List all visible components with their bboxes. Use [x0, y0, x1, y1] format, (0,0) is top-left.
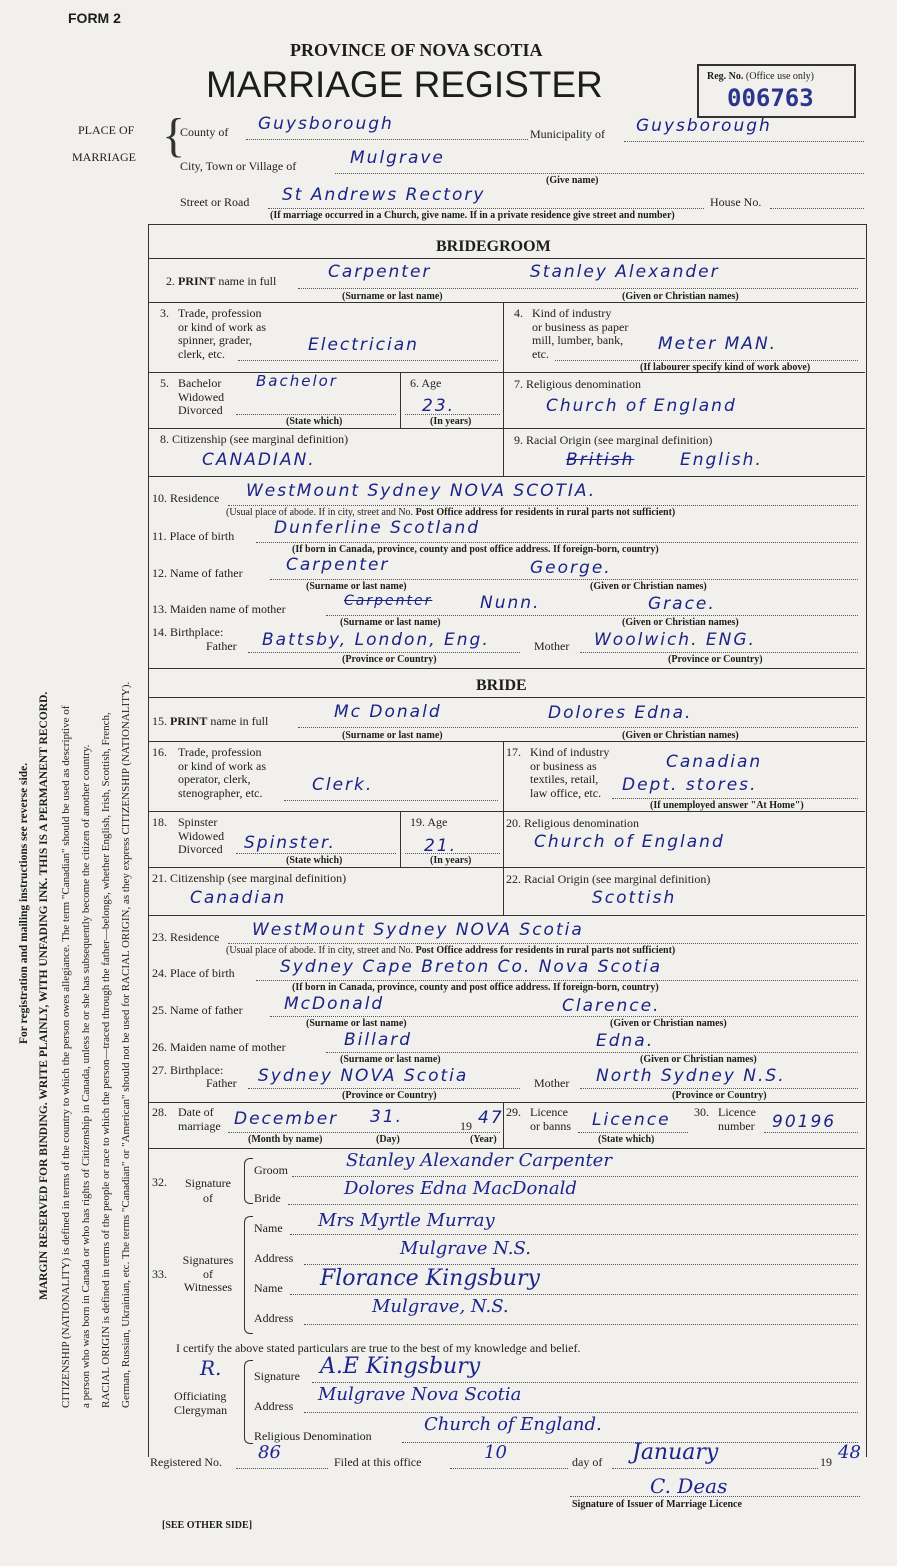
bride-name-label: name in full: [210, 714, 269, 728]
margin-instructions: For registration and mailing instructions see reverse side.: [18, 762, 30, 1044]
bride-father-given-caption: (Given or Christian names): [610, 1018, 727, 1029]
groom-status-label-2: Widowed: [178, 389, 225, 404]
bride-mother-surname: Billard: [344, 1030, 413, 1050]
bride-birth-label: Place of birth: [170, 966, 235, 980]
licence-caption: (State which): [598, 1134, 655, 1145]
bride-n22: 22.: [506, 872, 521, 886]
bride-citizenship: Canadian: [190, 888, 287, 908]
bride-age: 21.: [424, 836, 458, 856]
issuer-caption: Signature of Issuer of Marriage Licence: [572, 1499, 742, 1510]
groom-mother-surname: Nunn.: [480, 593, 541, 613]
groom-trade-label-4: clerk, etc.: [178, 346, 225, 361]
filed-year-prefix: 19: [820, 1455, 832, 1469]
groom-n5: 5.: [160, 376, 169, 390]
marriage-n30: 30.: [694, 1105, 709, 1119]
groom-n11: 11.: [152, 529, 167, 543]
reg-no-label: Reg. No.: [707, 71, 744, 82]
bride-n17: 17.: [506, 745, 521, 759]
w1-address-label: Address: [254, 1251, 294, 1265]
bride-citizenship-label: Citizenship (see marginal definition): [170, 871, 347, 885]
sig-label-2: of: [203, 1191, 213, 1205]
clergy-initial: R.: [200, 1356, 222, 1380]
licence-or-banns: Licence: [592, 1110, 671, 1130]
bride-n19: 19.: [410, 815, 425, 829]
registered-no-label: Registered No.: [150, 1455, 222, 1469]
bride-racial: Scottish: [592, 888, 677, 908]
wit-label-2: of: [203, 1266, 213, 1281]
groom-father-surname-caption: (Surname or last name): [306, 581, 407, 592]
bride-n20: 20.: [506, 816, 521, 830]
clergy-denomination: Church of England.: [424, 1414, 602, 1435]
page-title: MARRIAGE REGISTER: [206, 64, 603, 105]
margin-racial-def-1: RACIAL ORIGIN is defined in terms of the people or race to which the person—traced through the father—belongs, whether English, Irish, Scottish, French,: [100, 712, 112, 1408]
groom-signature: Stanley Alexander Carpenter: [346, 1150, 612, 1171]
bride-religion: Church of England: [534, 832, 725, 852]
bride-trade-label-1: Trade, profession: [178, 745, 262, 759]
bride-mother-bp-caption: (Province or Country): [672, 1090, 767, 1101]
bride-age-caption: (In years): [430, 855, 472, 866]
groom-industry-caption: (If labourer specify kind of work above): [640, 362, 811, 373]
reg-no-note: (Office use only): [745, 71, 815, 82]
reg-no-box: [697, 64, 856, 118]
groom-birthplace-label: Birthplace:: [170, 625, 224, 639]
bride-sig-label: Bride: [254, 1191, 281, 1205]
groom-mother-bp: Woolwich. ENG.: [594, 630, 756, 650]
bride-n24: 24.: [152, 966, 167, 980]
groom-mother-surname-caption: (Surname or last name): [340, 617, 441, 628]
bride-father-bp-label: Father: [206, 1076, 237, 1090]
marriage-year: 47: [478, 1108, 504, 1128]
filed-label: Filed at this office: [334, 1455, 422, 1469]
licence-label-1: Licence: [530, 1105, 568, 1119]
bride-trade-label-4: stenographer, etc.: [178, 785, 263, 800]
licence-number: 90196: [772, 1112, 837, 1132]
bride-residence: WestMount Sydney NOVA Scotia: [252, 920, 584, 940]
bride-surname-caption: (Surname or last name): [342, 730, 443, 741]
bride-n23: 23.: [152, 930, 167, 944]
margin-racial-def-2: German, Russian, Ukrainian, etc. The terms "Canadian" or "American" should not be used for RACIAL ORIGIN, as they express CITIZENSHIP (NATIONALITY).: [120, 681, 132, 1408]
wit-label-1: Signatures: [182, 1253, 234, 1267]
groom-residence-caption-b: Post Office address for residents in rural parts not sufficient): [415, 507, 676, 518]
sig-label-1: Signature: [185, 1176, 231, 1190]
reg-no-value: 006763: [727, 84, 814, 112]
licence-no-label-2: number: [718, 1118, 755, 1133]
bride-n16: 16.: [152, 745, 167, 759]
clergy-sig-label: Signature: [254, 1369, 300, 1383]
groom-n2: 2.: [166, 274, 175, 288]
bride-n27: 27.: [152, 1063, 167, 1077]
groom-n4: 4.: [514, 306, 523, 320]
place-group-label-2: MARRIAGE: [72, 150, 137, 164]
groom-status-label-1: Bachelor: [178, 376, 222, 390]
wit-label-3: Witnesses: [183, 1280, 233, 1294]
clergy-label-2: Clergyman: [174, 1402, 228, 1417]
bride-father-given: Clarence.: [562, 996, 661, 1016]
groom-n7: 7.: [514, 377, 523, 391]
groom-father-bp-label: Father: [206, 639, 237, 653]
bride-n26: 26.: [152, 1040, 167, 1054]
bride-mother-label: Maiden name of mother: [170, 1040, 286, 1054]
form-label: FORM 2: [68, 10, 121, 26]
groom-n3: 3.: [160, 306, 169, 320]
groom-print: PRINT: [178, 274, 216, 288]
groom-status: Bachelor: [256, 372, 338, 390]
groom-surname-caption: (Surname or last name): [342, 291, 443, 302]
groom-birth: Dunferline Scotland: [274, 518, 481, 538]
wit-n33: 33.: [152, 1267, 167, 1281]
margin-citizenship-def-2: a person who was born in Canada or who has rights of Citizenship in Canada, unless he or she has subsequently become the citizen of another country.: [80, 744, 92, 1408]
bride-status: Spinster.: [244, 833, 336, 853]
groom-n12: 12.: [152, 566, 167, 580]
groom-mother-given: Grace.: [648, 594, 716, 614]
groom-n6: 6.: [410, 376, 419, 390]
groom-religion-label: Religious denomination: [526, 377, 641, 391]
groom-father-bp: Battsby, London, Eng.: [262, 630, 490, 650]
marriage-n28: 28.: [152, 1105, 167, 1119]
groom-residence-caption-a: (Usual place of abode. If in city, street and No.: [226, 507, 414, 518]
w1-name: Mrs Myrtle Murray: [318, 1210, 495, 1231]
groom-father-bp-caption: (Province or Country): [342, 654, 437, 665]
marriage-month-caption: (Month by name): [248, 1134, 323, 1145]
w1-address: Mulgrave N.S.: [400, 1238, 531, 1259]
margin-citizenship-def-1: CITIZENSHIP (NATIONALITY) is defined in terms of the country to which the person owes allegiance. The term "Canadian" should be used as descriptive of: [60, 705, 72, 1408]
bride-given: Dolores Edna.: [548, 703, 693, 723]
groom-surname: Carpenter: [328, 262, 432, 282]
groom-citizenship: CANADIAN.: [202, 450, 316, 470]
filed-month: January: [632, 1440, 719, 1465]
bride-given-caption: (Given or Christian names): [622, 730, 739, 741]
bride-industry-caption: (If unemployed answer "At Home"): [650, 800, 804, 811]
marriage-year-caption: (Year): [470, 1134, 497, 1145]
bride-status-label-1: Spinster: [178, 815, 218, 829]
bride-birth-caption: (If born in Canada, province, county and post office address. If foreign-born, country): [292, 982, 659, 993]
bride-n15: 15.: [152, 714, 167, 728]
groom-mother-given-caption: (Given or Christian names): [622, 617, 739, 628]
street-value: St Andrews Rectory: [282, 185, 486, 205]
bride-industry-label-2: or business as: [530, 758, 597, 773]
certify-statement: I certify the above stated particulars are true to the best of my knowledge and belief.: [176, 1341, 581, 1355]
bride-trade-label-2: or kind of work as: [178, 758, 266, 773]
groom-industry-label-2: or business as paper: [532, 319, 629, 334]
w2-name: Florance Kingsbury: [320, 1266, 540, 1291]
bride-status-label-3: Divorced: [178, 842, 223, 856]
groom-citizenship-label: Citizenship (see marginal definition): [172, 432, 349, 446]
marriage-year-prefix: 19: [460, 1119, 472, 1133]
bride-racial-label: Racial Origin (see marginal definition): [524, 872, 711, 886]
bride-industry-label-1: Kind of industry: [530, 745, 610, 759]
clergy-addr-label: Address: [254, 1399, 294, 1413]
bride-signature: Dolores Edna MacDonald: [344, 1178, 577, 1199]
bride-industry-1: Canadian: [666, 752, 763, 772]
bride-birthplace-label: Birthplace:: [170, 1063, 224, 1077]
house-no-label: House No.: [710, 195, 762, 209]
groom-trade: Electrician: [308, 335, 419, 355]
issuer-signature: C. Deas: [650, 1474, 728, 1498]
groom-trade-label-3: spinner, grader,: [178, 333, 253, 347]
bride-age-label: Age: [427, 815, 448, 829]
w2-name-label: Name: [254, 1281, 283, 1295]
licence-label-2: or banns: [530, 1118, 571, 1133]
marriage-month: December: [234, 1109, 339, 1129]
clergy-address: Mulgrave Nova Scotia: [318, 1384, 522, 1405]
place-brace: {: [162, 109, 186, 162]
give-name-caption: (Give name): [546, 175, 599, 186]
groom-mother-bp-caption: (Province or Country): [668, 654, 763, 665]
filed-year: 48: [838, 1442, 861, 1463]
groom-age: 23.: [422, 396, 456, 416]
bride-mother-surname-caption: (Surname or last name): [340, 1054, 441, 1065]
groom-status-label-3: Divorced: [178, 403, 223, 417]
groom-residence: WestMount Sydney NOVA SCOTIA.: [246, 481, 597, 501]
groom-father-label: Name of father: [170, 566, 243, 580]
city-label: City, Town or Village of: [180, 159, 297, 173]
groom-age-label: Age: [421, 376, 442, 390]
licence-no-label-1: Licence: [718, 1105, 756, 1119]
groom-mother-label: Maiden name of mother: [170, 602, 286, 616]
bride-mother-given: Edna.: [596, 1031, 655, 1051]
groom-n10: 10.: [152, 491, 167, 505]
groom-father-given: George.: [530, 558, 612, 578]
filed-day: 10: [484, 1442, 507, 1463]
marriage-date-label-1: Date of: [178, 1105, 214, 1119]
w1-name-label: Name: [254, 1221, 283, 1235]
groom-n8: 8.: [160, 432, 169, 446]
groom-mother-struck: Carpenter: [344, 593, 433, 609]
groom-residence-label: Residence: [170, 491, 220, 505]
sig-n32: 32.: [152, 1175, 167, 1189]
street-caption: (If marriage occurred in a Church, give name. If in a private residence give street and number): [270, 210, 675, 221]
bride-father-bp-caption: (Province or Country): [342, 1090, 437, 1101]
groom-industry-label-4: etc.: [532, 346, 549, 361]
bride-father-label: Name of father: [170, 1003, 243, 1017]
clergy-signature: A.E Kingsbury: [320, 1354, 481, 1379]
groom-name-label: name in full: [218, 274, 277, 288]
bride-print: PRINT: [170, 714, 208, 728]
groom-racial-label: Racial Origin (see marginal definition): [526, 433, 713, 447]
bride-industry-label-3: textiles, retail,: [530, 772, 599, 786]
municipality-label: Municipality of: [530, 127, 605, 141]
bride-residence-caption-b: Post Office address for residents in rural parts not sufficient): [415, 945, 676, 956]
groom-father-given-caption: (Given or Christian names): [590, 581, 707, 592]
groom-birth-label: Place of birth: [169, 529, 235, 543]
bride-surname: Mc Donald: [334, 702, 442, 722]
groom-status-caption: (State which): [286, 416, 343, 427]
margin-binding-notice: MARGIN RESERVED FOR BINDING. WRITE PLAINLY, WITH UNFADING INK. THIS IS A PERMANENT RECORD.: [38, 691, 50, 1300]
bride-status-caption: (State which): [286, 855, 343, 866]
groom-racial-struck: British: [566, 450, 635, 470]
bride-status-label-2: Widowed: [178, 828, 225, 843]
groom-n14: 14.: [152, 625, 167, 639]
w2-address: Mulgrave, N.S.: [372, 1296, 509, 1317]
bride-trade-label-3: operator, clerk,: [178, 772, 251, 786]
marriage-day: 31.: [370, 1107, 404, 1127]
registered-no: 86: [258, 1442, 281, 1463]
bride-birth: Sydney Cape Breton Co. Nova Scotia: [280, 957, 663, 977]
county-label: County of: [180, 125, 229, 139]
marriage-day-caption: (Day): [376, 1134, 400, 1145]
bride-heading: BRIDE: [476, 677, 527, 694]
marriage-date-label-2: marriage: [178, 1118, 221, 1133]
clergy-denom-label: Religious Denomination: [254, 1429, 372, 1443]
bride-religion-label: Religious denomination: [524, 816, 639, 830]
bride-n18: 18.: [152, 815, 167, 829]
w2-address-label: Address: [254, 1311, 294, 1325]
municipality-value: Guysborough: [636, 116, 772, 136]
bride-industry-label-4: law office, etc.: [530, 785, 602, 800]
see-other-side: [SEE OTHER SIDE]: [162, 1520, 253, 1531]
groom-given-caption: (Given or Christian names): [622, 291, 739, 302]
street-label: Street or Road: [180, 195, 250, 209]
groom-industry: Meter MAN.: [658, 334, 778, 354]
province-heading: PROVINCE OF NOVA SCOTIA: [290, 40, 543, 60]
groom-sig-label: Groom: [254, 1163, 288, 1177]
city-value: Mulgrave: [350, 148, 445, 168]
groom-given: Stanley Alexander: [530, 262, 720, 282]
bride-residence-caption-a: (Usual place of abode. If in city, street and No.: [226, 945, 414, 956]
day-of-label: day of: [572, 1455, 603, 1469]
groom-trade-label-2: or kind of work as: [178, 319, 266, 334]
clergy-label-1: Officiating: [174, 1389, 227, 1403]
groom-industry-label-1: Kind of industry: [532, 306, 612, 320]
bride-n21: 21.: [152, 871, 167, 885]
bride-mother-bp: North Sydney N.S.: [596, 1066, 786, 1086]
groom-racial: English.: [680, 450, 763, 470]
groom-mother-bp-label: Mother: [534, 639, 570, 653]
bride-mother-bp-label: Mother: [534, 1076, 570, 1090]
place-group-label-1: PLACE OF: [78, 123, 135, 137]
groom-n13: 13.: [152, 602, 167, 616]
bride-father-surname: McDonald: [284, 994, 385, 1014]
bride-residence-label: Residence: [170, 930, 220, 944]
bride-n25: 25.: [152, 1003, 167, 1017]
bride-father-surname-caption: (Surname or last name): [306, 1018, 407, 1029]
groom-trade-label-1: Trade, profession: [178, 306, 262, 320]
groom-age-caption: (In years): [430, 416, 472, 427]
bride-father-bp: Sydney NOVA Scotia: [258, 1066, 469, 1086]
bridegroom-heading: BRIDEGROOM: [436, 238, 551, 255]
groom-birth-caption: (If born in Canada, province, county and post office address. If foreign-born, country): [292, 544, 659, 555]
groom-industry-label-3: mill, lumber, bank,: [532, 333, 624, 347]
groom-religion: Church of England: [546, 396, 737, 416]
groom-father-surname: Carpenter: [286, 555, 390, 575]
county-value: Guysborough: [258, 114, 394, 134]
bride-industry-2: Dept. stores.: [622, 775, 758, 795]
marriage-n29: 29.: [506, 1105, 521, 1119]
bride-trade: Clerk.: [312, 775, 374, 795]
bride-mother-given-caption: (Given or Christian names): [640, 1054, 757, 1065]
groom-n9: 9.: [514, 433, 523, 447]
